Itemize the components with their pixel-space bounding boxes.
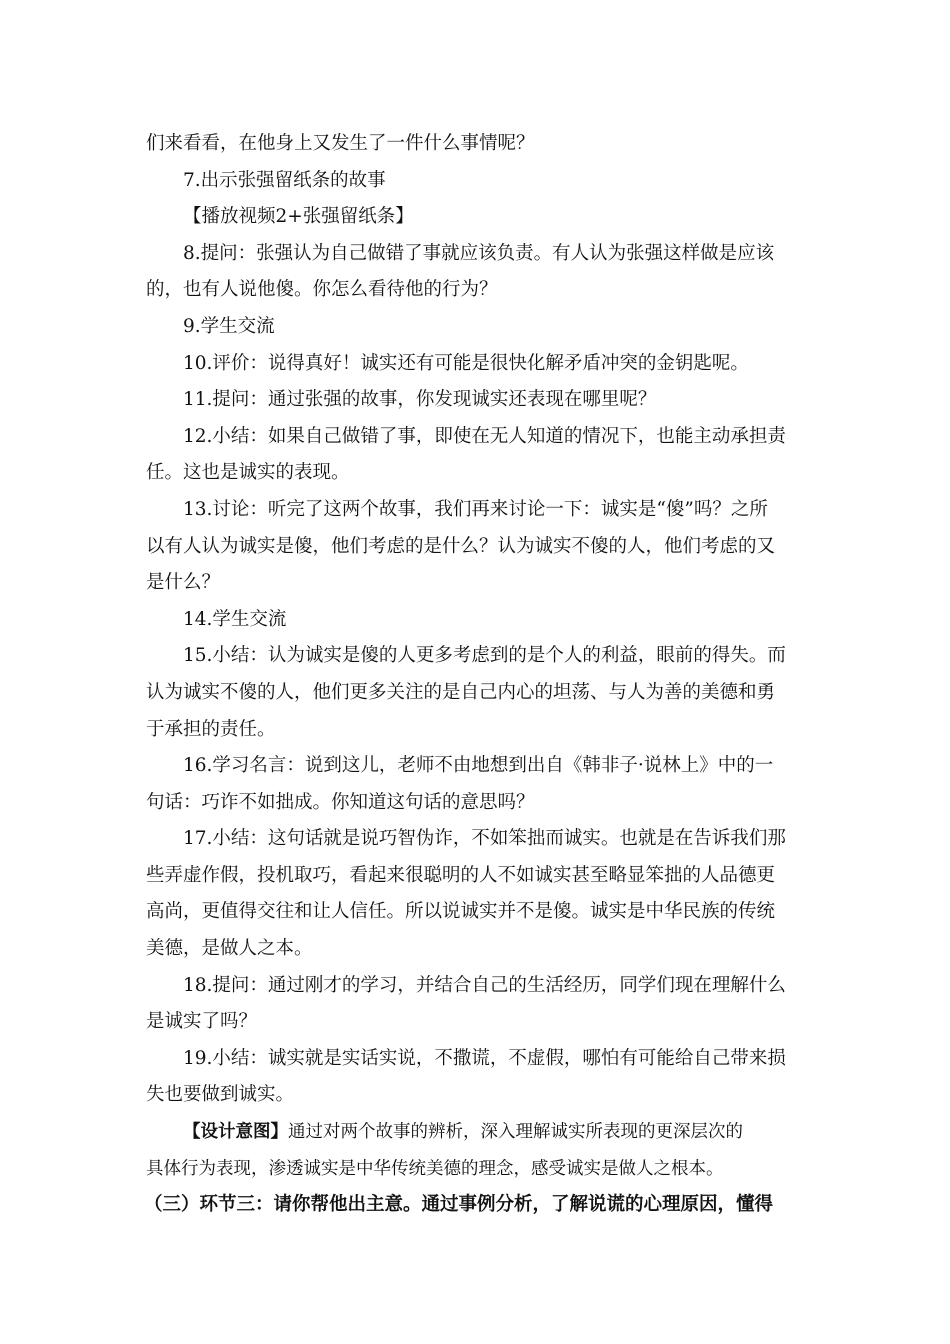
document-body	[146, 126, 806, 1224]
design-intent-line-1	[146, 1114, 806, 1151]
paragraph-line: 的，也有人说他傻。你怎么看待他的行为？	[146, 279, 498, 301]
paragraph-line: 15.小结：认为诚实是傻的人更多考虑到的是个人的利益，眼前的得失。而	[183, 645, 786, 667]
paragraph-line: 13.讨论：听完了这两个故事，我们再来讨论一下：诚实是“傻”吗？之所	[183, 498, 768, 520]
paragraph-line: 18.提问：通过刚才的学习，并结合自己的生活经历，同学们现在理解什么	[183, 974, 786, 996]
paragraph-line: 10.评价：说得真好！诚实还有可能是很快化解矛盾冲突的金钥匙呢。	[183, 352, 749, 374]
paragraph-line: 是什么？	[146, 572, 221, 594]
paragraph-line: 7.出示张强留纸条的故事	[183, 169, 386, 191]
design-intent-text: 通过对两个故事的辨析，深入理解诚实所表现的更深层次的	[288, 1122, 743, 1143]
paragraph-line: 句话：巧诈不如拙成。你知道这句话的意思吗？	[146, 791, 535, 813]
paragraph-line: 19.小结：诚实就是实话实说，不撒谎，不虚假，哪怕有可能给自己带来损	[183, 1047, 786, 1069]
paragraph-line: 些弄虚作假，投机取巧，看起来很聪明的人不如诚实甚至略显笨拙的人品德更	[146, 864, 776, 886]
paragraph-line: 【播放视频2+张强留纸条】	[183, 206, 414, 228]
paragraph-line: 9.学生交流	[183, 315, 275, 337]
paragraph-line: 11.提问：通过张强的故事，你发现诚实还表现在哪里呢？	[183, 389, 657, 411]
section-heading: （三）环节三：请你帮他出主意。通过事例分析，了解说谎的心理原因，懂得	[144, 1194, 774, 1216]
design-intent-label: 【设计意图】	[183, 1122, 288, 1143]
paragraph-line: 美德，是做人之本。	[146, 938, 313, 960]
paragraph-line: 17.小结：这句话就是说巧智伪诈，不如笨拙而诚实。也就是在告诉我们那	[183, 828, 786, 850]
paragraph-line: 14.学生交流	[183, 608, 287, 630]
paragraph-line: 们来看看，在他身上又发生了一件什么事情呢？	[146, 133, 535, 154]
paragraph-line: 12.小结：如果自己做错了事，即使在无人知道的情况下，也能主动承担责	[183, 425, 786, 447]
paragraph-line: 认为诚实不傻的人，他们更多关注的是自己内心的坦荡、与人为善的美德和勇	[146, 681, 776, 703]
paragraph-line: 高尚，更值得交往和让人信任。所以说诚实并不是傻。诚实是中华民族的传统	[146, 901, 776, 923]
paragraph-line: 以有人认为诚实是傻，他们考虑的是什么？认为诚实不傻的人，他们考虑的又	[146, 535, 776, 557]
paragraph-line: 16.学习名言：说到这儿，老师不由地想到出自《韩非子·说林上》中的一	[183, 755, 774, 777]
paragraph-line: 8.提问：张强认为自己做错了事就应该负责。有人认为张强这样做是应该	[183, 242, 775, 264]
paragraph-line: 任。这也是诚实的表现。	[146, 462, 350, 484]
paragraph-line: 失也要做到诚实。	[146, 1084, 295, 1106]
paragraph-line: 于承担的责任。	[146, 718, 276, 740]
paragraph-line: 是诚实了吗？	[146, 1011, 258, 1033]
design-intent-line-2: 具体行为表现，渗透诚实是中华传统美德的理念，感受诚实是做人之根本。	[146, 1158, 724, 1179]
